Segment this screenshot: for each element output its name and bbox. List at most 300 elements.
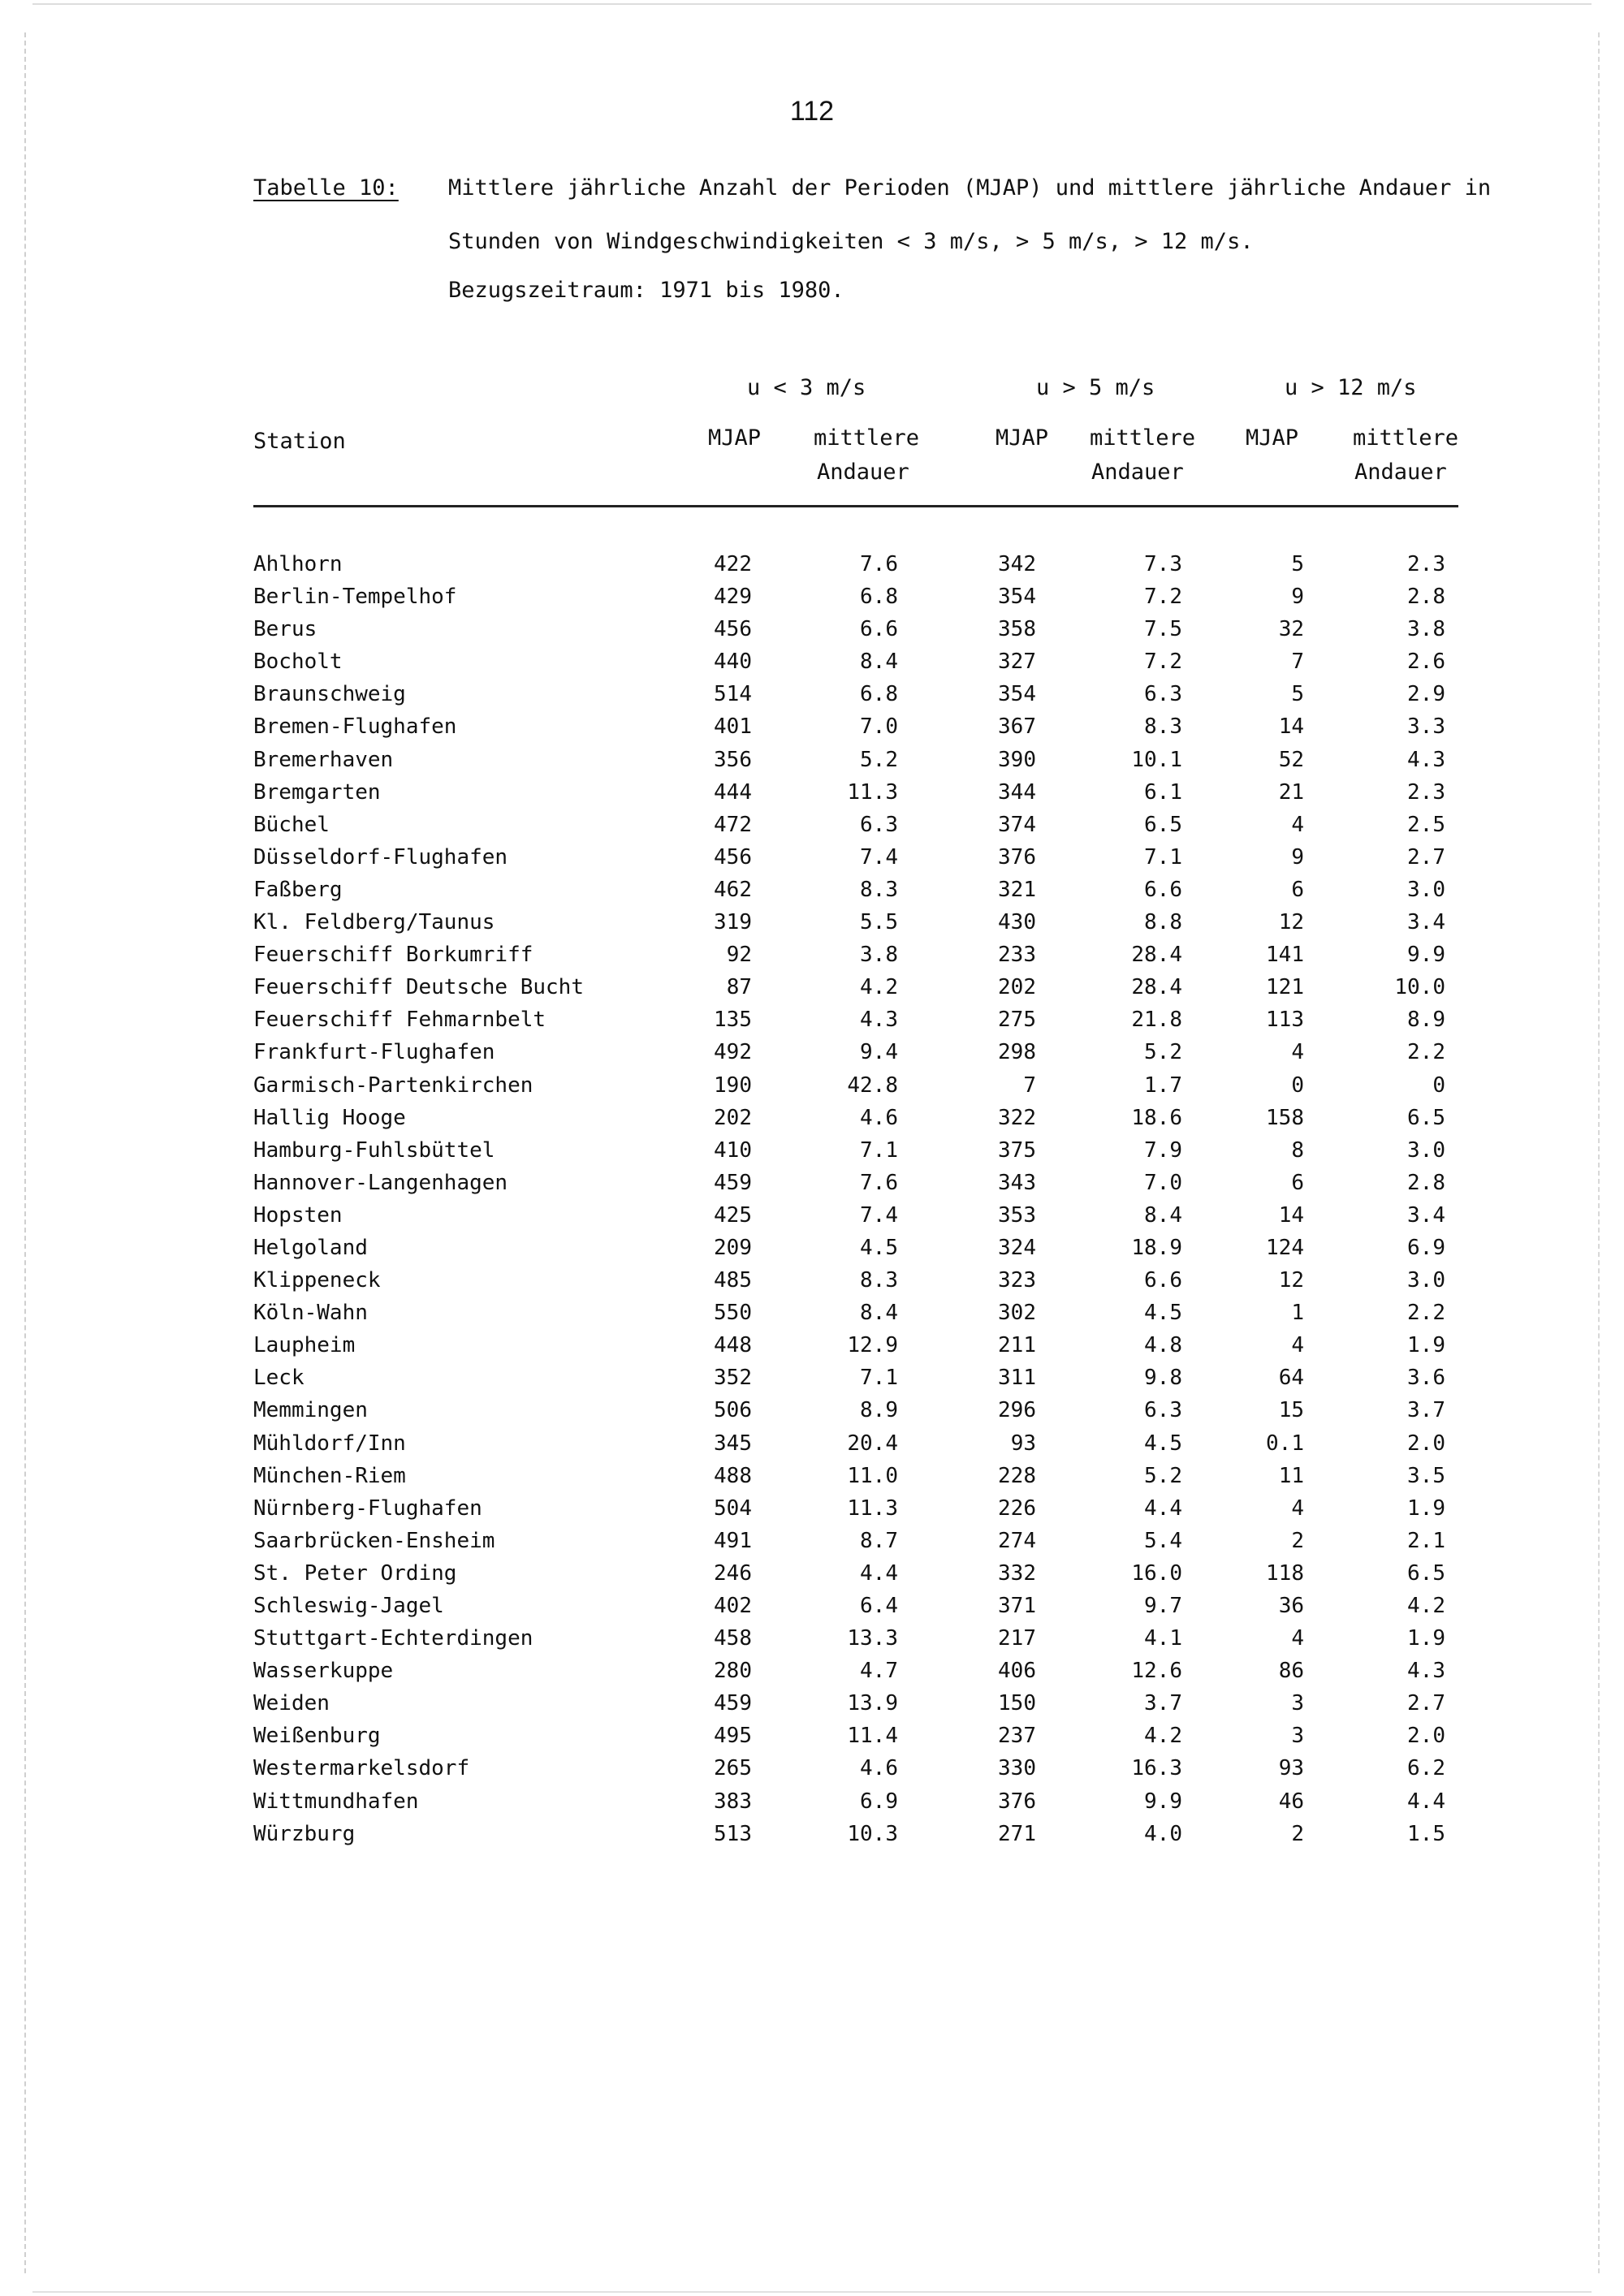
andauer-u-lt-3: 6.3 xyxy=(860,812,898,837)
mjap-u-gt-12: 4 xyxy=(1291,1333,1304,1358)
station-name: Bocholt xyxy=(253,650,343,675)
mjap-u-lt-3: 506 xyxy=(714,1398,752,1423)
andauer-u-gt-12: 2.9 xyxy=(1407,682,1445,707)
mjap-u-gt-12: 121 xyxy=(1266,975,1304,1000)
table-row xyxy=(0,1236,1624,1268)
andauer-u-gt-5: 6.5 xyxy=(1144,812,1182,837)
mjap-u-lt-3: 352 xyxy=(714,1366,752,1391)
mjap-u-gt-5: 271 xyxy=(998,1821,1036,1846)
andauer-u-gt-12: 2.6 xyxy=(1407,650,1445,675)
andauer-u-gt-5: 1.7 xyxy=(1144,1072,1182,1098)
andauer-u-gt-5: 4.4 xyxy=(1144,1495,1182,1521)
column-header-andauer-3: Andauer xyxy=(1354,460,1447,485)
andauer-u-gt-5: 8.8 xyxy=(1144,910,1182,935)
table-row xyxy=(0,1659,1624,1691)
andauer-u-gt-5: 21.8 xyxy=(1131,1008,1182,1033)
andauer-u-gt-12: 2.0 xyxy=(1407,1431,1445,1456)
mjap-u-gt-12: 0 xyxy=(1291,1072,1304,1098)
mjap-u-lt-3: 246 xyxy=(714,1560,752,1586)
mjap-u-lt-3: 504 xyxy=(714,1495,752,1521)
andauer-u-lt-3: 6.8 xyxy=(860,585,898,610)
station-name: Weißenburg xyxy=(253,1724,381,1749)
mjap-u-gt-5: 321 xyxy=(998,877,1036,902)
andauer-u-gt-12: 4.2 xyxy=(1407,1594,1445,1618)
station-name: Hannover-Langenhagen xyxy=(253,1170,508,1195)
station-name: Würzburg xyxy=(253,1821,356,1846)
mjap-u-gt-12: 124 xyxy=(1266,1235,1304,1260)
andauer-u-gt-12: 4.3 xyxy=(1407,747,1445,772)
mjap-u-lt-3: 425 xyxy=(714,1202,752,1228)
table-row xyxy=(0,748,1624,780)
andauer-u-gt-12: 1.5 xyxy=(1407,1821,1445,1846)
table-caption-label: Tabelle 10: xyxy=(253,175,399,201)
column-header-mittlere-1: mittlere xyxy=(814,425,920,451)
station-name: Wittmundhafen xyxy=(253,1789,419,1814)
mjap-u-lt-3: 495 xyxy=(714,1724,752,1749)
mjap-u-gt-12: 14 xyxy=(1278,1202,1304,1228)
andauer-u-gt-5: 6.3 xyxy=(1144,682,1182,707)
andauer-u-gt-12: 2.3 xyxy=(1407,552,1445,576)
mjap-u-lt-3: 462 xyxy=(714,877,752,902)
andauer-u-lt-3: 7.6 xyxy=(860,1170,898,1195)
andauer-u-lt-3: 5.2 xyxy=(860,747,898,772)
mjap-u-lt-3: 356 xyxy=(714,747,752,772)
andauer-u-lt-3: 4.5 xyxy=(860,1235,898,1260)
station-name: Bremerhaven xyxy=(253,747,394,772)
mjap-u-gt-12: 5 xyxy=(1291,552,1304,576)
andauer-u-lt-3: 12.9 xyxy=(847,1333,898,1358)
andauer-u-gt-12: 6.5 xyxy=(1407,1105,1445,1130)
andauer-u-lt-3: 42.8 xyxy=(847,1072,898,1098)
station-name: Kl. Feldberg/Taunus xyxy=(253,910,495,935)
scan-edge-top xyxy=(32,3,1592,5)
andauer-u-gt-12: 4.3 xyxy=(1407,1659,1445,1684)
group-header-u-gt-5: u > 5 m/s xyxy=(1036,375,1155,400)
mjap-u-lt-3: 319 xyxy=(714,910,752,935)
mjap-u-gt-12: 6 xyxy=(1291,1170,1304,1195)
andauer-u-lt-3: 13.9 xyxy=(847,1691,898,1716)
mjap-u-lt-3: 87 xyxy=(726,975,752,1000)
andauer-u-gt-5: 6.3 xyxy=(1144,1398,1182,1423)
table-row xyxy=(0,1496,1624,1529)
mjap-u-gt-5: 374 xyxy=(998,812,1036,837)
mjap-u-gt-5: 211 xyxy=(998,1333,1036,1358)
mjap-u-lt-3: 492 xyxy=(714,1040,752,1065)
mjap-u-gt-12: 52 xyxy=(1278,747,1304,772)
andauer-u-gt-5: 9.9 xyxy=(1144,1789,1182,1814)
mjap-u-gt-5: 322 xyxy=(998,1105,1036,1130)
mjap-u-lt-3: 444 xyxy=(714,779,752,805)
mjap-u-gt-5: 228 xyxy=(998,1463,1036,1488)
station-name: Garmisch-Partenkirchen xyxy=(253,1072,533,1098)
andauer-u-lt-3: 6.4 xyxy=(860,1594,898,1618)
andauer-u-lt-3: 11.3 xyxy=(847,779,898,805)
andauer-u-gt-5: 5.2 xyxy=(1144,1463,1182,1488)
table-row xyxy=(0,1203,1624,1236)
andauer-u-gt-12: 9.9 xyxy=(1407,943,1445,968)
mjap-u-gt-5: 150 xyxy=(998,1691,1036,1716)
andauer-u-gt-12: 6.9 xyxy=(1407,1235,1445,1260)
mjap-u-gt-5: 430 xyxy=(998,910,1036,935)
mjap-u-gt-12: 86 xyxy=(1278,1659,1304,1684)
andauer-u-gt-12: 1.9 xyxy=(1407,1333,1445,1358)
table-row xyxy=(0,845,1624,878)
mjap-u-gt-12: 32 xyxy=(1278,617,1304,642)
station-name: Stuttgart-Echterdingen xyxy=(253,1626,533,1651)
mjap-u-lt-3: 459 xyxy=(714,1691,752,1716)
mjap-u-gt-5: 7 xyxy=(1023,1072,1036,1098)
mjap-u-gt-12: 2 xyxy=(1291,1821,1304,1846)
mjap-u-lt-3: 488 xyxy=(714,1463,752,1488)
mjap-u-lt-3: 345 xyxy=(714,1431,752,1456)
mjap-u-gt-5: 274 xyxy=(998,1528,1036,1553)
andauer-u-gt-5: 4.5 xyxy=(1144,1431,1182,1456)
table-row xyxy=(0,1171,1624,1203)
mjap-u-gt-5: 375 xyxy=(998,1137,1036,1163)
mjap-u-gt-5: 390 xyxy=(998,747,1036,772)
mjap-u-lt-3: 383 xyxy=(714,1789,752,1814)
andauer-u-gt-12: 2.1 xyxy=(1407,1528,1445,1553)
mjap-u-gt-5: 353 xyxy=(998,1202,1036,1228)
mjap-u-gt-12: 2 xyxy=(1291,1528,1304,1553)
station-name: Hamburg-Fuhlsbüttel xyxy=(253,1137,495,1163)
andauer-u-gt-12: 2.7 xyxy=(1407,844,1445,870)
mjap-u-lt-3: 459 xyxy=(714,1170,752,1195)
andauer-u-gt-12: 0 xyxy=(1432,1072,1445,1098)
table-row xyxy=(0,780,1624,813)
mjap-u-gt-5: 296 xyxy=(998,1398,1036,1423)
andauer-u-gt-12: 10.0 xyxy=(1394,975,1445,1000)
andauer-u-lt-3: 7.4 xyxy=(860,844,898,870)
andauer-u-gt-5: 7.0 xyxy=(1144,1170,1182,1195)
mjap-u-lt-3: 485 xyxy=(714,1268,752,1293)
table-row xyxy=(0,1756,1624,1789)
table-row xyxy=(0,714,1624,747)
mjap-u-gt-5: 354 xyxy=(998,682,1036,707)
scan-edge-bottom xyxy=(32,2291,1592,2293)
mjap-u-gt-12: 118 xyxy=(1266,1560,1304,1586)
group-header-u-lt-3: u < 3 m/s xyxy=(747,375,866,400)
andauer-u-gt-12: 3.4 xyxy=(1407,910,1445,935)
table-row xyxy=(0,1073,1624,1106)
mjap-u-gt-5: 217 xyxy=(998,1626,1036,1651)
table-row xyxy=(0,1268,1624,1301)
andauer-u-lt-3: 8.9 xyxy=(860,1398,898,1423)
station-name: Büchel xyxy=(253,812,330,837)
mjap-u-gt-5: 324 xyxy=(998,1235,1036,1260)
mjap-u-gt-12: 4 xyxy=(1291,1040,1304,1065)
mjap-u-lt-3: 265 xyxy=(714,1756,752,1781)
mjap-u-lt-3: 92 xyxy=(726,943,752,968)
andauer-u-lt-3: 20.4 xyxy=(847,1431,898,1456)
station-name: Schleswig-Jagel xyxy=(253,1594,444,1618)
andauer-u-gt-12: 2.8 xyxy=(1407,585,1445,610)
andauer-u-gt-12: 3.5 xyxy=(1407,1463,1445,1488)
mjap-u-gt-12: 4 xyxy=(1291,812,1304,837)
station-name: Hallig Hooge xyxy=(253,1105,406,1130)
andauer-u-gt-12: 3.0 xyxy=(1407,1137,1445,1163)
station-name: Düsseldorf-Flughafen xyxy=(253,844,508,870)
mjap-u-gt-5: 275 xyxy=(998,1008,1036,1033)
mjap-u-lt-3: 280 xyxy=(714,1659,752,1684)
andauer-u-gt-5: 12.6 xyxy=(1131,1659,1182,1684)
andauer-u-gt-5: 7.9 xyxy=(1144,1137,1182,1163)
mjap-u-lt-3: 472 xyxy=(714,812,752,837)
column-header-station: Station xyxy=(253,429,346,454)
mjap-u-gt-5: 93 xyxy=(1010,1431,1036,1456)
andauer-u-gt-5: 3.7 xyxy=(1144,1691,1182,1716)
station-name: Saarbrücken-Ensheim xyxy=(253,1528,495,1553)
andauer-u-gt-5: 9.7 xyxy=(1144,1594,1182,1618)
andauer-u-gt-12: 3.6 xyxy=(1407,1366,1445,1391)
andauer-u-lt-3: 4.3 xyxy=(860,1008,898,1033)
mjap-u-gt-5: 354 xyxy=(998,585,1036,610)
mjap-u-lt-3: 458 xyxy=(714,1626,752,1651)
mjap-u-gt-5: 226 xyxy=(998,1495,1036,1521)
mjap-u-gt-12: 46 xyxy=(1278,1789,1304,1814)
andauer-u-lt-3: 7.4 xyxy=(860,1202,898,1228)
station-name: Berlin-Tempelhof xyxy=(253,585,457,610)
table-caption-line-1: Mittlere jährliche Anzahl der Perioden (MJAP) und mittlere jährliche Andauer in xyxy=(448,175,1492,201)
mjap-u-gt-12: 93 xyxy=(1278,1756,1304,1781)
andauer-u-lt-3: 8.4 xyxy=(860,1301,898,1326)
andauer-u-gt-12: 3.4 xyxy=(1407,1202,1445,1228)
table-row xyxy=(0,1691,1624,1724)
andauer-u-gt-12: 1.9 xyxy=(1407,1626,1445,1651)
andauer-u-gt-5: 10.1 xyxy=(1131,747,1182,772)
mjap-u-gt-12: 4 xyxy=(1291,1626,1304,1651)
andauer-u-gt-5: 4.1 xyxy=(1144,1626,1182,1651)
column-header-andauer-1: Andauer xyxy=(817,460,909,485)
andauer-u-gt-12: 4.4 xyxy=(1407,1789,1445,1814)
andauer-u-gt-12: 1.9 xyxy=(1407,1495,1445,1521)
station-name: Ahlhorn xyxy=(253,552,343,576)
station-name: Braunschweig xyxy=(253,682,406,707)
mjap-u-lt-3: 440 xyxy=(714,650,752,675)
andauer-u-gt-12: 2.8 xyxy=(1407,1170,1445,1195)
station-table xyxy=(0,552,1624,1854)
station-name: Frankfurt-Flughafen xyxy=(253,1040,495,1065)
table-caption-line-3: Bezugszeitraum: 1971 bis 1980. xyxy=(448,278,844,303)
station-name: Bremen-Flughafen xyxy=(253,714,457,740)
andauer-u-lt-3: 4.6 xyxy=(860,1756,898,1781)
table-row xyxy=(0,1366,1624,1398)
mjap-u-lt-3: 456 xyxy=(714,617,752,642)
mjap-u-gt-5: 406 xyxy=(998,1659,1036,1684)
table-row xyxy=(0,910,1624,943)
station-name: Feuerschiff Deutsche Bucht xyxy=(253,975,584,1000)
mjap-u-lt-3: 448 xyxy=(714,1333,752,1358)
andauer-u-gt-5: 18.9 xyxy=(1131,1235,1182,1260)
mjap-u-gt-12: 6 xyxy=(1291,877,1304,902)
andauer-u-lt-3: 4.6 xyxy=(860,1105,898,1130)
station-name: Bremgarten xyxy=(253,779,381,805)
andauer-u-gt-5: 4.8 xyxy=(1144,1333,1182,1358)
mjap-u-lt-3: 491 xyxy=(714,1528,752,1553)
station-name: Westermarkelsdorf xyxy=(253,1756,470,1781)
mjap-u-lt-3: 135 xyxy=(714,1008,752,1033)
table-row xyxy=(0,1822,1624,1854)
column-header-mjap-3: MJAP xyxy=(1246,425,1299,451)
mjap-u-gt-12: 9 xyxy=(1291,585,1304,610)
andauer-u-gt-12: 2.0 xyxy=(1407,1724,1445,1749)
station-name: Feuerschiff Fehmarnbelt xyxy=(253,1008,546,1033)
andauer-u-lt-3: 11.4 xyxy=(847,1724,898,1749)
andauer-u-gt-12: 3.0 xyxy=(1407,877,1445,902)
table-row xyxy=(0,552,1624,585)
andauer-u-lt-3: 6.8 xyxy=(860,682,898,707)
andauer-u-gt-5: 5.2 xyxy=(1144,1040,1182,1065)
andauer-u-gt-5: 7.2 xyxy=(1144,650,1182,675)
mjap-u-gt-5: 323 xyxy=(998,1268,1036,1293)
andauer-u-lt-3: 4.2 xyxy=(860,975,898,1000)
mjap-u-lt-3: 429 xyxy=(714,585,752,610)
andauer-u-gt-12: 6.5 xyxy=(1407,1560,1445,1586)
andauer-u-gt-5: 8.4 xyxy=(1144,1202,1182,1228)
andauer-u-gt-5: 16.3 xyxy=(1131,1756,1182,1781)
andauer-u-lt-3: 4.4 xyxy=(860,1560,898,1586)
column-header-mjap-2: MJAP xyxy=(996,425,1049,451)
mjap-u-lt-3: 422 xyxy=(714,552,752,576)
mjap-u-gt-12: 1 xyxy=(1291,1301,1304,1326)
column-header-mjap-1: MJAP xyxy=(708,425,762,451)
mjap-u-lt-3: 402 xyxy=(714,1594,752,1618)
andauer-u-gt-5: 28.4 xyxy=(1131,975,1182,1000)
andauer-u-gt-5: 16.0 xyxy=(1131,1560,1182,1586)
mjap-u-gt-5: 371 xyxy=(998,1594,1036,1618)
table-row xyxy=(0,1529,1624,1561)
table-row xyxy=(0,682,1624,714)
table-row xyxy=(0,1561,1624,1594)
andauer-u-gt-12: 2.5 xyxy=(1407,812,1445,837)
mjap-u-gt-12: 12 xyxy=(1278,910,1304,935)
table-row xyxy=(0,943,1624,975)
andauer-u-lt-3: 4.7 xyxy=(860,1659,898,1684)
andauer-u-gt-5: 7.5 xyxy=(1144,617,1182,642)
andauer-u-lt-3: 8.3 xyxy=(860,1268,898,1293)
mjap-u-lt-3: 456 xyxy=(714,844,752,870)
andauer-u-gt-12: 2.3 xyxy=(1407,779,1445,805)
mjap-u-gt-5: 358 xyxy=(998,617,1036,642)
andauer-u-gt-12: 3.0 xyxy=(1407,1268,1445,1293)
andauer-u-gt-5: 7.2 xyxy=(1144,585,1182,610)
andauer-u-gt-5: 28.4 xyxy=(1131,943,1182,968)
mjap-u-gt-12: 5 xyxy=(1291,682,1304,707)
table-row xyxy=(0,1594,1624,1626)
mjap-u-gt-12: 64 xyxy=(1278,1366,1304,1391)
table-row xyxy=(0,813,1624,845)
column-header-mittlere-3: mittlere xyxy=(1353,425,1459,451)
andauer-u-lt-3: 11.3 xyxy=(847,1495,898,1521)
station-name: Leck xyxy=(253,1366,304,1391)
mjap-u-gt-12: 12 xyxy=(1278,1268,1304,1293)
table-row xyxy=(0,1464,1624,1496)
station-name: Feuerschiff Borkumriff xyxy=(253,943,533,968)
andauer-u-lt-3: 7.6 xyxy=(860,552,898,576)
andauer-u-gt-12: 6.2 xyxy=(1407,1756,1445,1781)
table-row xyxy=(0,1398,1624,1431)
mjap-u-gt-12: 11 xyxy=(1278,1463,1304,1488)
station-name: Wasserkuppe xyxy=(253,1659,394,1684)
table-row xyxy=(0,617,1624,650)
table-row xyxy=(0,650,1624,682)
header-rule xyxy=(253,505,1458,507)
mjap-u-gt-5: 202 xyxy=(998,975,1036,1000)
andauer-u-gt-5: 4.2 xyxy=(1144,1724,1182,1749)
table-row xyxy=(0,1333,1624,1366)
mjap-u-gt-12: 7 xyxy=(1291,650,1304,675)
mjap-u-lt-3: 410 xyxy=(714,1137,752,1163)
mjap-u-lt-3: 190 xyxy=(714,1072,752,1098)
table-row xyxy=(0,1106,1624,1138)
andauer-u-gt-5: 7.3 xyxy=(1144,552,1182,576)
mjap-u-gt-5: 327 xyxy=(998,650,1036,675)
station-name: Weiden xyxy=(253,1691,330,1716)
mjap-u-gt-12: 9 xyxy=(1291,844,1304,870)
andauer-u-gt-5: 4.0 xyxy=(1144,1821,1182,1846)
andauer-u-gt-12: 2.2 xyxy=(1407,1040,1445,1065)
station-name: Faßberg xyxy=(253,877,343,902)
station-name: St. Peter Ording xyxy=(253,1560,457,1586)
andauer-u-gt-12: 2.7 xyxy=(1407,1691,1445,1716)
table-row xyxy=(0,1040,1624,1072)
table-row xyxy=(0,1626,1624,1659)
table-row xyxy=(0,975,1624,1008)
andauer-u-gt-12: 3.8 xyxy=(1407,617,1445,642)
mjap-u-gt-12: 15 xyxy=(1278,1398,1304,1423)
mjap-u-gt-5: 237 xyxy=(998,1724,1036,1749)
mjap-u-gt-12: 113 xyxy=(1266,1008,1304,1033)
mjap-u-lt-3: 513 xyxy=(714,1821,752,1846)
table-row xyxy=(0,1138,1624,1171)
station-name: München-Riem xyxy=(253,1463,406,1488)
andauer-u-lt-3: 10.3 xyxy=(847,1821,898,1846)
andauer-u-lt-3: 5.5 xyxy=(860,910,898,935)
mjap-u-gt-5: 367 xyxy=(998,714,1036,740)
station-name: Köln-Wahn xyxy=(253,1301,368,1326)
andauer-u-lt-3: 6.9 xyxy=(860,1789,898,1814)
station-name: Helgoland xyxy=(253,1235,368,1260)
mjap-u-gt-5: 302 xyxy=(998,1301,1036,1326)
station-name: Memmingen xyxy=(253,1398,368,1423)
station-name: Klippeneck xyxy=(253,1268,381,1293)
mjap-u-gt-5: 344 xyxy=(998,779,1036,805)
station-name: Mühldorf/Inn xyxy=(253,1431,406,1456)
mjap-u-gt-12: 3 xyxy=(1291,1691,1304,1716)
mjap-u-gt-5: 342 xyxy=(998,552,1036,576)
andauer-u-gt-5: 6.1 xyxy=(1144,779,1182,805)
mjap-u-gt-5: 376 xyxy=(998,844,1036,870)
andauer-u-gt-5: 7.1 xyxy=(1144,844,1182,870)
andauer-u-lt-3: 8.7 xyxy=(860,1528,898,1553)
andauer-u-gt-5: 6.6 xyxy=(1144,877,1182,902)
andauer-u-lt-3: 3.8 xyxy=(860,943,898,968)
mjap-u-gt-12: 141 xyxy=(1266,943,1304,968)
mjap-u-gt-5: 330 xyxy=(998,1756,1036,1781)
mjap-u-gt-5: 298 xyxy=(998,1040,1036,1065)
andauer-u-lt-3: 13.3 xyxy=(847,1626,898,1651)
mjap-u-lt-3: 514 xyxy=(714,682,752,707)
mjap-u-lt-3: 550 xyxy=(714,1301,752,1326)
page-number: 112 xyxy=(789,96,835,127)
station-name: Laupheim xyxy=(253,1333,356,1358)
group-header-u-gt-12: u > 12 m/s xyxy=(1285,375,1417,400)
mjap-u-gt-12: 8 xyxy=(1291,1137,1304,1163)
mjap-u-gt-12: 4 xyxy=(1291,1495,1304,1521)
mjap-u-gt-5: 233 xyxy=(998,943,1036,968)
mjap-u-gt-12: 0.1 xyxy=(1266,1431,1304,1456)
column-header-andauer-2: Andauer xyxy=(1091,460,1184,485)
